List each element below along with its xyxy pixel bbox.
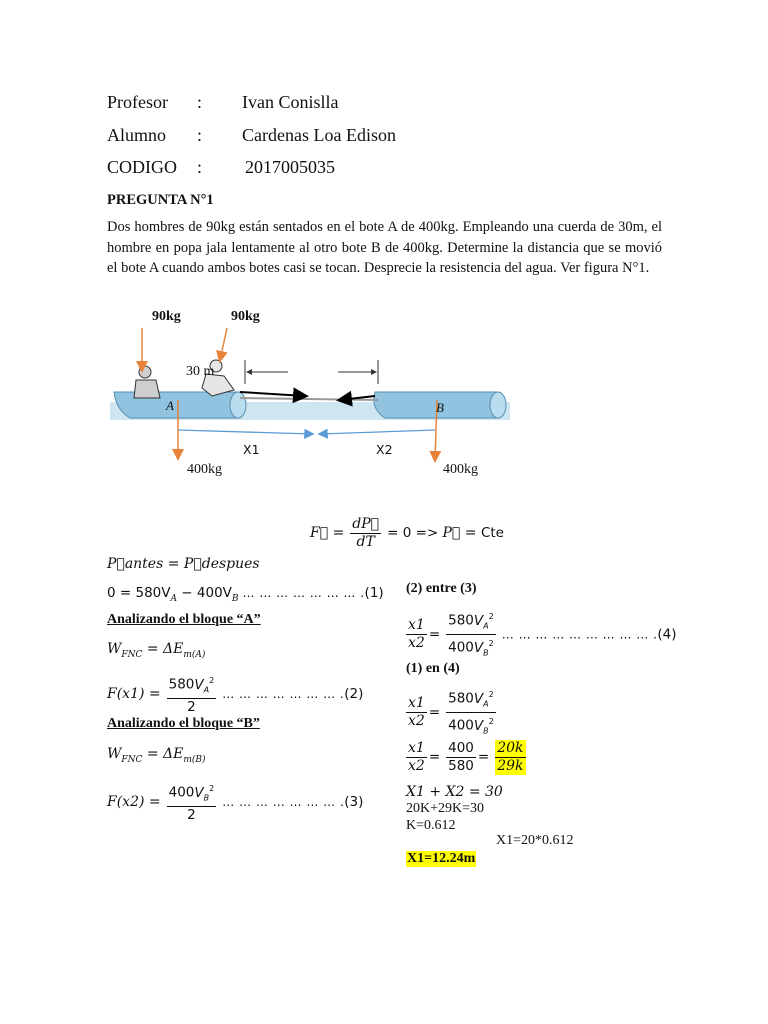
ratio-20k: 20k	[497, 740, 524, 756]
highlighted-ratio	[495, 740, 525, 775]
step-1-in-4: (1) en (4)	[406, 661, 460, 676]
boat-b-label: B	[436, 400, 444, 415]
mass-label-man1: 90kg	[152, 309, 181, 324]
equation-1-left: 0 = 580V	[107, 585, 171, 601]
tension-arrow-a	[240, 392, 305, 396]
boat-a	[114, 392, 245, 418]
boat-a-mass-label: 400kg	[187, 462, 222, 477]
k-value: K=0.612	[406, 818, 456, 833]
ratio-equation: $\frac{x1}{x2}$ = $\frac{400}{580}$ = $\frac{20k}{29k}$	[408, 740, 524, 774]
x2-label: X2	[376, 442, 393, 457]
codigo-value: 2017005035	[245, 157, 335, 177]
equation-2: F(x1) = $\frac{580V_A^2}{2}$ … … … … … … … .(2)	[107, 672, 363, 716]
equation-1-mid: − 400V	[177, 585, 232, 601]
equation-2-number: (2)	[344, 685, 364, 702]
force-equation-tail: = 0 =>	[387, 525, 443, 542]
ratio-numerator: 400	[448, 740, 474, 756]
analysis-a-heading: Analizando el bloque “A”	[107, 612, 261, 627]
force-equation: F⃗ = $\frac{dP⃗}{dT}$ = 0 => P⃗ = Cte	[310, 516, 504, 550]
mass-label-man2: 90kg	[231, 309, 260, 324]
step-2-in-3: (2) entre (3)	[406, 581, 477, 596]
equation-1-number: (1)	[364, 585, 384, 601]
codigo-separator: :	[197, 157, 203, 177]
k-equation: 20K+29K=30	[406, 801, 485, 816]
equation-4-number: (4)	[657, 626, 677, 643]
codigo-label: CODIGO	[107, 157, 177, 177]
ratio-29k: 29k	[497, 758, 524, 774]
alumno-separator: :	[197, 125, 203, 145]
question-text: Dos hombres de 90kg están sentados en el bote A de 400kg. Empleando una cuerda de 30m, el hombre en popa jala lentamente al otro bote B de 400kg. Determine la distancia que se movió el bote A cuando ambos botes casi se tocan. Desprecie la resistencia del agua. Ver figura N°1.	[107, 219, 662, 276]
x1-calculation: X1=20*0.612	[496, 833, 574, 848]
man-1	[134, 366, 160, 398]
analysis-b-heading: Analizando el bloque “B”	[107, 716, 260, 731]
delta-e-a: ΔE	[163, 641, 184, 657]
work-energy-a: $W_{FNC} = \Delta E_{m(A)}$	[107, 641, 206, 661]
profesor-name: Ivan Conislla	[242, 92, 339, 112]
sum-equation: X1 + X2 = 30	[406, 784, 503, 800]
arrow-x1	[178, 430, 312, 434]
equation-3-number: (3)	[344, 793, 364, 810]
momentum-conservation: P⃗antes = P⃗despues	[107, 556, 260, 572]
profesor-separator: :	[197, 92, 203, 112]
x1-result: X1=12.24m	[407, 851, 476, 866]
alumno-label: Alumno	[107, 125, 167, 145]
arrow-man2-weight	[220, 328, 227, 360]
equation-1: $0 = 580V_A - 400V_B$ … … … … … … … .(1)	[107, 585, 384, 605]
arrow-x2	[320, 430, 435, 434]
boat-b-mass-label: 400kg	[443, 462, 478, 477]
equation-4: $\frac{x1}{x2}$ = $\frac{580V_A^2}{400V_B^2}$ … … … … … … … … … .(4)	[404, 608, 677, 661]
profesor-label: Profesor	[107, 92, 168, 112]
ratio-denominator: 580	[448, 758, 474, 774]
equation-3: F(x2) = $\frac{400V_B^2}{2}$ … … … … … … … .(3)	[107, 780, 363, 824]
alumno-name: Cardenas Loa Edison	[242, 125, 396, 145]
question-title: PREGUNTA N°1	[107, 192, 214, 208]
equation-5: $\frac{x1}{x2}$ = $\frac{580V_A^2}{400V_B^2}$	[404, 686, 498, 739]
rope-length-label: 30 m	[186, 364, 215, 379]
x1-label: X1	[243, 442, 260, 457]
constant-label: Cte	[480, 525, 504, 542]
work-energy-b: $W_{FNC} = \Delta E_{m(B)}$	[107, 746, 206, 765]
boat-a-label: A	[166, 398, 174, 413]
boats-figure	[100, 320, 520, 470]
